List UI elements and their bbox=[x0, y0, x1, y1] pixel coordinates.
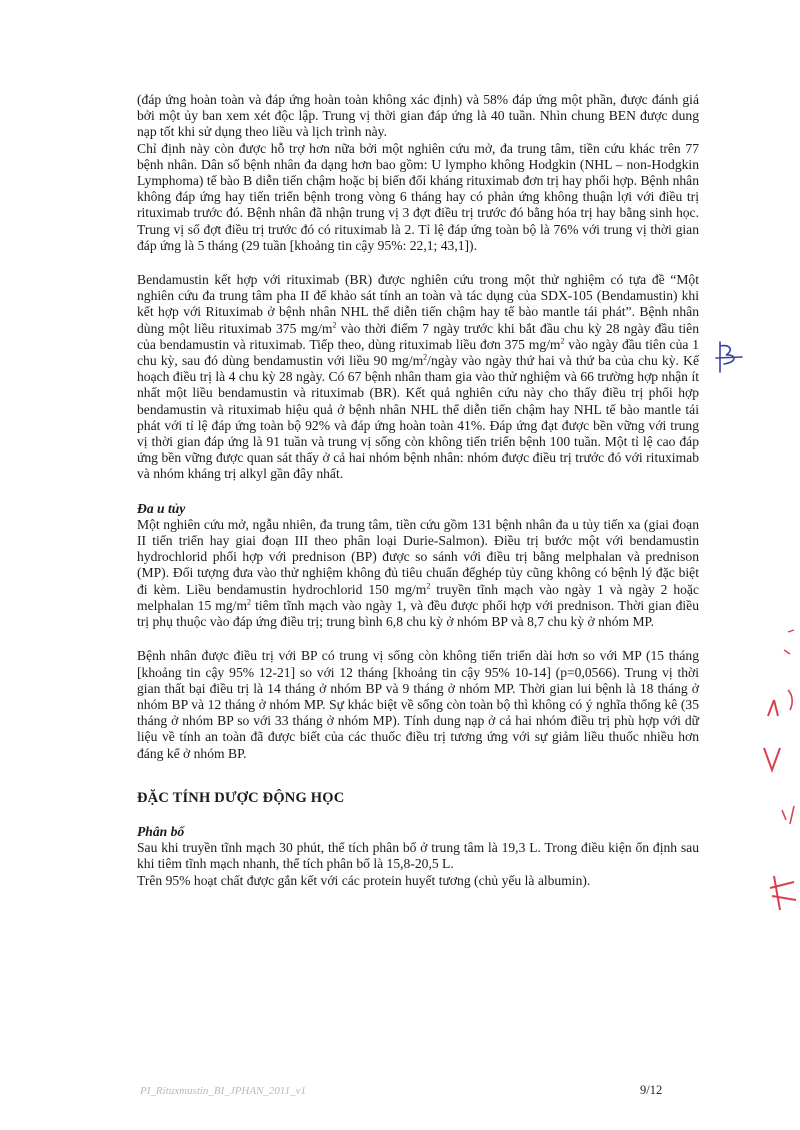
document-body bbox=[137, 92, 699, 889]
superscript-2: 2 bbox=[332, 320, 337, 330]
paragraph-2: Chỉ định này còn được hỗ trợ hơn nữa bởi một nghiên cứu mở, đa trung tâm, tiền cứu khác trên 77 bệnh nhân. Dân số bệnh nhân đa dạng hơn bao gồm: U lympho không Hodgkin (NHL – non-Hodgkin Lymphoma) tế bào B diễn tiến chậm hoặc bị biến đổi kháng rituximab đơn trị hay phối hợp. Bệnh nhân không đáp ứng hay tiến triển bệnh trong vòng 6 tháng hay có phản ứng không thuận lợi với điều trị rituximab trước đó. Bệnh nhân đã nhận trung vị 3 đợt điều trị trước đó bằng hóa trị hay bằng sinh học. Trung vị số đợt điều trị trước đó có rituximab là 2. Tỉ lệ đáp ứng toàn bộ là 76% với trung vị thời gian đáp ứng là 5 tháng (29 tuần [khoảng tin cậy 95%: 22,1; 43,1]). bbox=[137, 140, 699, 253]
paragraph-4-part-b: truyền tĩnh mạch vào ngày 1 và ngày 2 hoặc melphalan 15 mg/m bbox=[137, 581, 700, 613]
superscript-2: 2 bbox=[560, 336, 565, 346]
pharmacokinetics-heading: ĐẶC TÍNH DƯỢC ĐỘNG HỌC bbox=[137, 789, 345, 806]
distribution-heading: Phân bố bbox=[137, 823, 185, 839]
superscript-2: 2 bbox=[247, 597, 252, 607]
paragraph-5: Bệnh nhân được điều trị với BP có trung vị sống còn không tiến triển dài hơn so với MP (15 tháng [khoảng tin cậy 95% 12-21] so với 12 tháng [khoảng tin cậy 95% 10-14] (p=0,0566). Trung vị thời gian thất bại điều trị là 14 tháng ở nhóm BP và 9 tháng ở nhóm MP. Thời gian lui bệnh là 18 tháng ở nhóm BP và 12 tháng ở nhóm MP. Sự khác biệt về sống còn toàn bộ thì không có ý nghĩa thống kê (35 tháng ở nhóm BP so với 33 tháng ở nhóm MP). Tính dung nạp ở cả hai nhóm điều trị phù hợp với dữ liệu về tính an toàn đã được biết của các thuốc điều trị tương ứng với sự giảm liều thuốc nhiều hơn đáng kể ở nhóm BP. bbox=[137, 648, 699, 761]
superscript-2: 2 bbox=[426, 581, 431, 591]
superscript-2: 2 bbox=[423, 352, 428, 362]
myeloma-heading: Đa u tủy bbox=[137, 500, 186, 516]
paragraph-4 bbox=[137, 517, 699, 630]
footer-document-id: PI_Rituxmustin_BI_JPHAN_2011_v1 bbox=[140, 1085, 306, 1097]
paragraph-3-part-b: vào thời điểm 7 ngày trước khi bắt đầu chu kỳ 28 ngày đầu tiên của bendamustin và rituximab. Tiếp theo, dùng rituximab liều đơn 375 mg/m bbox=[137, 320, 699, 352]
paragraph-7: Trên 95% hoạt chất được gắn kết với các protein huyết tương (chủ yếu là albumin). bbox=[137, 872, 591, 888]
paragraph-1: (đáp ứng hoàn toàn và đáp ứng hoàn toàn không xác định) và 58% đáp ứng một phần, được đánh giá bởi một ủy ban xem xét độc lập. Trung vị thời gian đáp ứng là 40 tuần. Nhìn chung BEN được dung nạp tốt khi sử dụng theo liều và lịch trình này. bbox=[137, 92, 699, 140]
page-number: 9/12 bbox=[640, 1083, 663, 1097]
paragraph-6: Sau khi truyền tĩnh mạch 30 phút, thể tích phân bố ở trung tâm là 19,3 L. Trong điều kiện ổn định sau khi tiêm tĩnh mạch nhanh, thể tích phân bố là 15,8-20,5 L. bbox=[137, 840, 699, 872]
stamp-fragment bbox=[760, 620, 800, 920]
paragraph-3-part-d: /ngày vào ngày thứ hai và thứ ba của chu kỳ. Kế hoạch điều trị là 4 chu kỳ 28 ngày. Có 67 bệnh nhân tham gia vào thử nghiệm và 66 trường hợp nhận ít nhất một liều bendamustin và rituximab (BR). Kết quả nghiên cứu này cho thấy điều trị phối hợp bendamustin và rituximab hiệu quả ở bệnh nhân NHL thể diễn tiến chậm hay NHL tế bào mantle tái phát với tỉ lệ đáp ứng toàn bộ 92% và đáp ứng hoàn toàn 41%. Đáp ứng đạt được bền vững với trung vị thời gian đáp ứng là 91 tuần và trung vị sống còn không tiến triển bệnh 100 tuần. Một tỉ lệ cao đáp ứng bền vững được quan sát thấy ở cả hai nhóm bệnh nhân: nhóm được điều trị trước đó với rituximab và nhóm kháng trị alkyl gần đây nhất. bbox=[137, 353, 699, 482]
handwritten-initial-mark bbox=[712, 338, 746, 378]
paragraph-4-part-c: tiêm tĩnh mạch vào ngày 1, và đều được phối hợp với prednison. Thời gian điều trị phụ thuộc vào đáp ứng điều trị; trung bình 6,8 chu kỳ ở nhóm BP và 8,7 chu kỳ ở nhóm MP. bbox=[137, 597, 699, 630]
paragraph-4-part-a: Một nghiên cứu mở, ngẫu nhiên, đa trung tâm, tiền cứu gồm 131 bệnh nhân đa u tủy tiến xa (giai đoạn II tiến triển hay giai đoạn III theo phân loại Durie-Salmon). Điều trị bước một với bendamustin hydrochlorid phối hợp với prednison (BP) được so sánh với điều trị bằng melphalan và prednison (MP). Đối tượng đưa vào thử nghiệm không đủ tiêu chuẩn đểghép tủy cũng không có bệnh lý đặc biệt đi kèm. Liều bendamustin hydrochlorid 150 mg/m bbox=[137, 516, 699, 597]
paragraph-3 bbox=[137, 272, 699, 483]
paragraph-3-part-a: Bendamustin kết hợp với rituximab (BR) được nghiên cứu trong một thử nghiệm có tựa đề “Một nghiên cứu đa trung tâm pha II để khảo sát tính an toàn và tác dụng của SDX-105 (Bendamustin) khi kết hợp với Rituximab ở bệnh nhân NHL thể diễn tiến chậm hay tế bào mantle tái phát”. Bệnh nhân dùng một liều rituximab 375 mg/m bbox=[137, 272, 699, 336]
paragraph-3-part-c: vào ngày đầu tiên của 1 chu kỳ, sau đó dùng bendamustin với liều 90 mg/m bbox=[137, 336, 700, 369]
